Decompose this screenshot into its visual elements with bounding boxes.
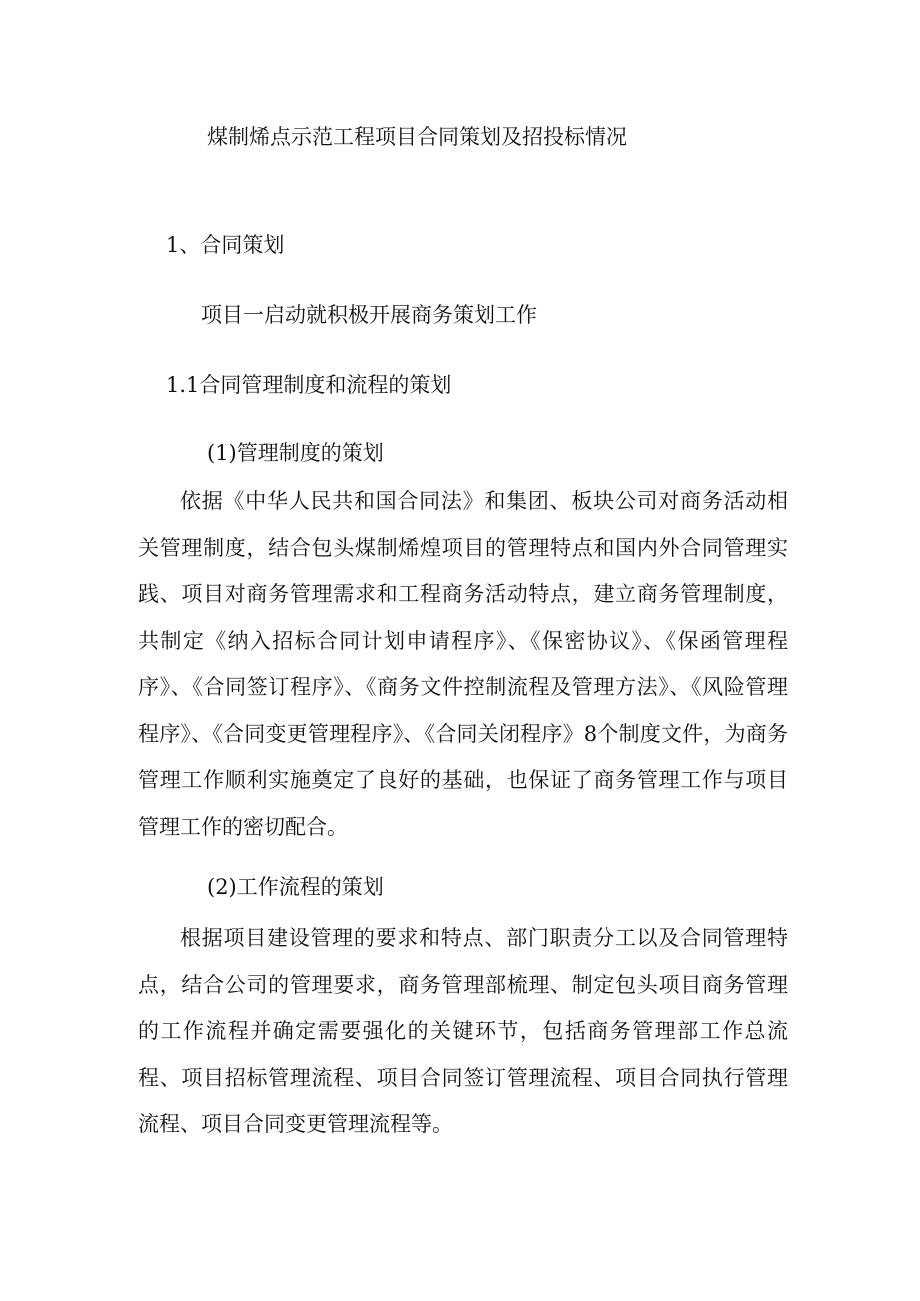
item-1-paragraph: 依据《中华人民共和国合同法》和集团、板块公司对商务活动相关管理制度，结合包头煤制烯煌项目的管理特点和国内外合同管理实践、项目对商务管理需求和工程商务活动特点，建立商务管理制度，共制定《纳入招标合同计划申请程序》、《保密协议》、《保函管理程序》、《合同签订程序》、《商务文件控制流程及管理方法》、《风险管理程序》、《合同变更管理程序》、《合同关闭程序》8个制度文件，为商务管理工作顺利实施奠定了良好的基础，也保证了商务管理工作与项目管理工作的密切配合。: [138, 489, 788, 839]
item-2-paragraph: 根据项目建设管理的要求和特点、部门职责分工以及合同管理特点，结合公司的管理要求，商务管理部梳理、制定包头项目商务管理的工作流程并确定需要强化的关键环节，包括商务管理部工作总流程、项目招标管理流程、项目合同签订管理流程、项目合同执行管理流程、项目合同变更管理流程等。: [138, 926, 788, 1136]
intro-line: 项目一启动就积极开展商务策划工作: [201, 303, 537, 327]
item-2-heading: (2)工作流程的策划: [207, 875, 384, 899]
item-1-heading: (1)管理制度的策划: [207, 441, 384, 465]
document-title: 煤制烯点示范工程项目合同策划及招投标情况: [207, 125, 627, 149]
section-1-heading: 1、合同策划: [166, 233, 285, 257]
subsection-1-1-heading: 1.1合同管理制度和流程的策划: [166, 373, 452, 397]
